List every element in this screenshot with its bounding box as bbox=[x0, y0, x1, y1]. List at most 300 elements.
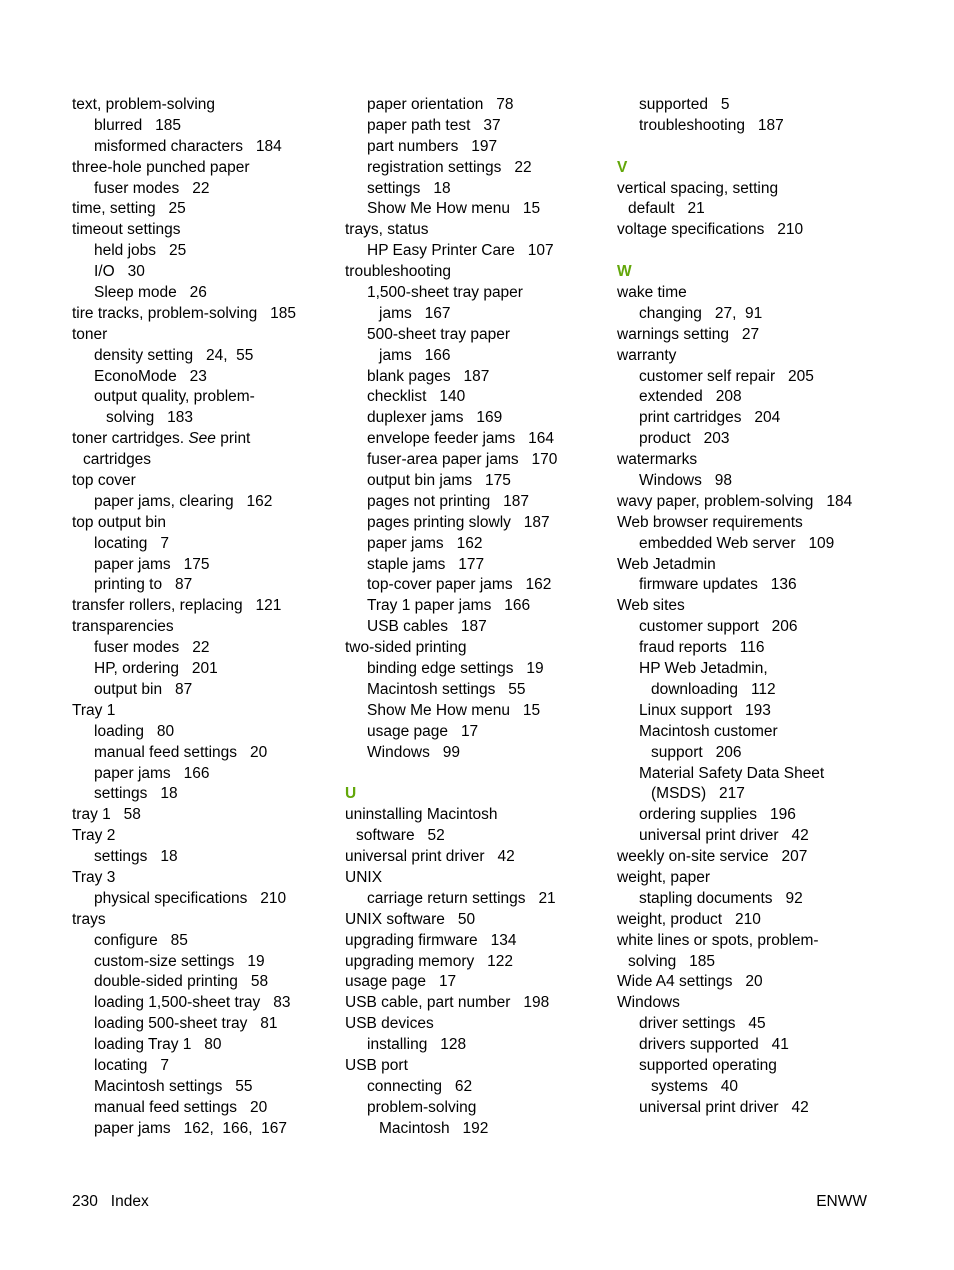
index-entry bbox=[72, 450, 332, 471]
index-entry-text: part numbers 197 bbox=[367, 137, 498, 155]
index-subentry bbox=[72, 993, 332, 1014]
index-entry-text: support 206 bbox=[651, 743, 742, 761]
index-entry-text: configure 85 bbox=[94, 931, 188, 949]
index-entry bbox=[617, 220, 887, 241]
index-subentry bbox=[617, 1056, 887, 1077]
index-entry bbox=[72, 158, 332, 179]
index-subentry bbox=[72, 1098, 332, 1119]
index-entry-text: Show Me How menu 15 bbox=[367, 701, 541, 719]
index-entry-text: locating 7 bbox=[94, 534, 169, 552]
index-entry bbox=[617, 910, 887, 931]
index-spacer bbox=[345, 764, 605, 785]
index-entry-text: upgrading memory 122 bbox=[345, 952, 514, 970]
index-subentry bbox=[345, 596, 605, 617]
footer-edition: ENWW bbox=[816, 1193, 867, 1210]
index-subentry bbox=[345, 367, 605, 388]
index-entry bbox=[72, 199, 332, 220]
index-subentry bbox=[72, 555, 332, 576]
index-entry-text: time, setting 25 bbox=[72, 200, 186, 218]
index-entry bbox=[345, 993, 605, 1014]
index-entry-text: solving 183 bbox=[106, 409, 194, 427]
index-entry-text: voltage specifications 210 bbox=[617, 221, 804, 239]
index-subentry bbox=[72, 1035, 332, 1056]
index-entry-text: trays, status bbox=[345, 221, 429, 239]
index-entry-text: wavy paper, problem-solving 184 bbox=[617, 492, 853, 510]
index-subentry bbox=[72, 1056, 332, 1077]
index-entry bbox=[617, 868, 887, 889]
index-subentry bbox=[345, 1098, 605, 1119]
index-subentry bbox=[617, 743, 887, 764]
index-entry-text: Tray 1 paper jams 166 bbox=[367, 597, 531, 615]
index-entry-text: fuser modes 22 bbox=[94, 179, 210, 197]
index-entry-text: top output bin bbox=[72, 513, 166, 531]
index-entry-text: product 203 bbox=[639, 430, 730, 448]
index-subentry bbox=[617, 429, 887, 450]
index-entry bbox=[345, 220, 605, 241]
index-entry-text: uninstalling Macintosh bbox=[345, 806, 498, 824]
index-entry-text: customer support 206 bbox=[639, 618, 798, 636]
index-subentry bbox=[345, 1119, 605, 1140]
index-entry-text: cartridges bbox=[83, 451, 152, 469]
index-subentry bbox=[617, 617, 887, 638]
index-subentry bbox=[72, 931, 332, 952]
index-entry-text: paper jams 166 bbox=[94, 764, 210, 782]
index-subentry bbox=[345, 387, 605, 408]
index-entry bbox=[345, 868, 605, 889]
index-subentry bbox=[72, 137, 332, 158]
index-subentry bbox=[72, 367, 332, 388]
index-entry-text: Sleep mode 26 bbox=[94, 284, 207, 302]
index-entry-text: downloading 112 bbox=[651, 680, 776, 698]
index-subentry bbox=[72, 346, 332, 367]
index-entry-text: density setting 24, 55 bbox=[94, 346, 254, 364]
index-subentry bbox=[345, 346, 605, 367]
index-entry-text: USB cables 187 bbox=[367, 618, 487, 636]
index-subentry bbox=[345, 116, 605, 137]
index-entry-text: universal print driver 42 bbox=[639, 827, 809, 845]
index-entry-text: custom-size settings 19 bbox=[94, 952, 265, 970]
index-subentry bbox=[345, 743, 605, 764]
index-entry-text: envelope feeder jams 164 bbox=[367, 430, 554, 448]
index-entry-text: troubleshooting bbox=[345, 263, 451, 281]
index-entry-text: locating 7 bbox=[94, 1056, 169, 1074]
index-subentry bbox=[617, 116, 887, 137]
index-entry-text: loading 500-sheet tray 81 bbox=[94, 1015, 278, 1033]
index-entry-text: top-cover paper jams 162 bbox=[367, 576, 552, 594]
index-entry bbox=[617, 325, 887, 346]
index-subentry bbox=[72, 492, 332, 513]
index-subentry bbox=[617, 764, 887, 785]
index-subentry bbox=[345, 137, 605, 158]
index-entry-text: universal print driver 42 bbox=[345, 848, 515, 866]
index-subentry bbox=[617, 805, 887, 826]
index-column-1 bbox=[72, 95, 332, 1140]
index-subentry bbox=[72, 534, 332, 555]
index-subentry bbox=[617, 1098, 887, 1119]
index-entry bbox=[72, 325, 332, 346]
index-entry-text: fuser-area paper jams 170 bbox=[367, 451, 558, 469]
index-entry-text: print bbox=[215, 430, 251, 448]
index-entry-text: extended 208 bbox=[639, 388, 742, 406]
index-see-reference: See bbox=[188, 430, 216, 448]
index-subentry bbox=[72, 283, 332, 304]
index-entry-text: HP Web Jetadmin, bbox=[639, 660, 768, 678]
index-entry-text: settings 18 bbox=[367, 179, 451, 197]
index-column-3 bbox=[617, 95, 887, 1119]
index-entry-text: 1,500-sheet tray paper bbox=[367, 284, 523, 302]
index-entry-text: binding edge settings 19 bbox=[367, 660, 544, 678]
index-entry-text: settings 18 bbox=[94, 848, 178, 866]
index-entry bbox=[72, 868, 332, 889]
index-entry-text: usage page 17 bbox=[345, 973, 457, 991]
index-subentry bbox=[617, 471, 887, 492]
index-subentry bbox=[345, 450, 605, 471]
index-entry-text: Macintosh settings 55 bbox=[94, 1077, 253, 1095]
index-spacer bbox=[617, 137, 887, 158]
index-subentry bbox=[345, 429, 605, 450]
index-entry-text: paper path test 37 bbox=[367, 116, 501, 134]
index-entry-text: driver settings 45 bbox=[639, 1015, 766, 1033]
index-subentry bbox=[345, 492, 605, 513]
index-entry-text: Windows bbox=[617, 994, 680, 1012]
index-entry bbox=[72, 429, 332, 450]
index-subentry bbox=[72, 638, 332, 659]
index-entry-text: W bbox=[617, 263, 632, 281]
index-subentry bbox=[72, 659, 332, 680]
index-entry-text: registration settings 22 bbox=[367, 158, 532, 176]
index-subentry bbox=[345, 722, 605, 743]
index-entry bbox=[617, 596, 887, 617]
index-entry-text: Tray 1 bbox=[72, 701, 116, 719]
index-subentry bbox=[72, 575, 332, 596]
index-entry-text: USB devices bbox=[345, 1015, 434, 1033]
index-subentry bbox=[72, 1014, 332, 1035]
index-entry-text: tire tracks, problem-solving 185 bbox=[72, 304, 296, 322]
index-entry bbox=[617, 555, 887, 576]
index-subentry bbox=[72, 408, 332, 429]
index-entry bbox=[72, 304, 332, 325]
index-entry bbox=[345, 1014, 605, 1035]
index-subentry bbox=[617, 387, 887, 408]
index-entry-text: Material Safety Data Sheet bbox=[639, 764, 825, 782]
index-subentry bbox=[72, 116, 332, 137]
index-entry bbox=[72, 596, 332, 617]
index-entry-text: toner cartridges. bbox=[72, 430, 189, 448]
index-entry bbox=[617, 993, 887, 1014]
index-entry-text: solving 185 bbox=[628, 952, 716, 970]
index-entry bbox=[617, 513, 887, 534]
index-entry-text: upgrading firmware 134 bbox=[345, 931, 517, 949]
index-entry-text: transfer rollers, replacing 121 bbox=[72, 597, 282, 615]
index-entry-text: wake time bbox=[617, 284, 687, 302]
index-entry bbox=[72, 805, 332, 826]
index-subentry bbox=[72, 387, 332, 408]
index-subentry bbox=[617, 1077, 887, 1098]
index-entry bbox=[72, 220, 332, 241]
index-entry-text: text, problem-solving bbox=[72, 96, 216, 113]
index-entry bbox=[345, 826, 605, 847]
index-entry-text: weight, paper bbox=[617, 868, 711, 886]
index-entry-text: supported 5 bbox=[639, 96, 730, 113]
index-entry bbox=[72, 701, 332, 722]
index-letter-heading bbox=[617, 262, 887, 283]
index-entry bbox=[617, 492, 887, 513]
index-entry-text: USB cable, part number 198 bbox=[345, 994, 550, 1012]
index-entry-text: stapling documents 92 bbox=[639, 889, 803, 907]
index-entry-text: Windows 99 bbox=[367, 743, 461, 761]
index-entry bbox=[617, 972, 887, 993]
index-entry bbox=[72, 513, 332, 534]
index-subentry bbox=[345, 283, 605, 304]
index-entry-text: vertical spacing, setting bbox=[617, 179, 779, 197]
index-entry-text: paper jams, clearing 162 bbox=[94, 492, 273, 510]
index-subentry bbox=[345, 513, 605, 534]
index-entry-text: warranty bbox=[617, 346, 677, 364]
index-entry bbox=[345, 847, 605, 868]
index-entry bbox=[72, 95, 332, 116]
index-entry-text: changing 27, 91 bbox=[639, 304, 763, 322]
index-entry bbox=[345, 1056, 605, 1077]
index-entry-text: Web sites bbox=[617, 597, 685, 615]
index-subentry bbox=[345, 304, 605, 325]
index-entry-text: output bin 87 bbox=[94, 680, 193, 698]
index-entry-text: trays bbox=[72, 910, 106, 928]
index-entry-text: Web Jetadmin bbox=[617, 555, 716, 573]
index-entry-text: troubleshooting 187 bbox=[639, 116, 784, 134]
index-entry-text: printing to 87 bbox=[94, 576, 193, 594]
index-entry-text: output quality, problem- bbox=[94, 388, 255, 406]
index-entry-text: connecting 62 bbox=[367, 1077, 473, 1095]
index-entry-text: paper jams 162 bbox=[367, 534, 483, 552]
index-entry-text: jams 166 bbox=[379, 346, 451, 364]
index-entry bbox=[617, 450, 887, 471]
index-subentry bbox=[72, 743, 332, 764]
index-entry-text: blank pages 187 bbox=[367, 367, 490, 385]
index-subentry bbox=[345, 179, 605, 200]
index-subentry bbox=[345, 1077, 605, 1098]
index-entry-text: I/O 30 bbox=[94, 263, 145, 281]
index-entry bbox=[345, 931, 605, 952]
index-entry-text: Windows 98 bbox=[639, 472, 733, 490]
index-subentry bbox=[345, 555, 605, 576]
index-subentry bbox=[345, 95, 605, 116]
index-subentry bbox=[72, 179, 332, 200]
index-entry-text: manual feed settings 20 bbox=[94, 1098, 268, 1116]
index-entry-text: universal print driver 42 bbox=[639, 1098, 809, 1116]
index-entry bbox=[345, 805, 605, 826]
index-entry-text: two-sided printing bbox=[345, 639, 467, 657]
index-entry-text: HP Easy Printer Care 107 bbox=[367, 242, 554, 260]
index-subentry bbox=[617, 95, 887, 116]
index-letter-heading bbox=[345, 784, 605, 805]
index-entry-text: paper jams 162, 166, 167 bbox=[94, 1119, 288, 1137]
index-entry bbox=[345, 262, 605, 283]
index-subentry bbox=[617, 1014, 887, 1035]
index-entry-text: loading Tray 1 80 bbox=[94, 1036, 222, 1054]
index-subentry bbox=[345, 199, 605, 220]
index-subentry bbox=[345, 659, 605, 680]
index-entry-text: supported operating bbox=[639, 1056, 777, 1074]
index-entry-text: output bin jams 175 bbox=[367, 472, 511, 490]
index-entry-text: watermarks bbox=[617, 451, 698, 469]
index-subentry bbox=[345, 471, 605, 492]
index-entry-text: staple jams 177 bbox=[367, 555, 485, 573]
index-entry-text: U bbox=[345, 785, 357, 803]
index-subentry bbox=[617, 367, 887, 388]
index-entry bbox=[617, 952, 887, 973]
index-entry-text: carriage return settings 21 bbox=[367, 889, 556, 907]
index-entry bbox=[617, 179, 887, 200]
index-entry-text: double-sided printing 58 bbox=[94, 973, 269, 991]
index-subentry bbox=[617, 408, 887, 429]
index-subentry bbox=[617, 575, 887, 596]
index-entry-text: fraud reports 116 bbox=[639, 639, 765, 657]
index-entry-text: HP, ordering 201 bbox=[94, 660, 218, 678]
index-entry bbox=[72, 471, 332, 492]
index-entry-text: print cartridges 204 bbox=[639, 409, 781, 427]
index-subentry bbox=[72, 680, 332, 701]
index-subentry bbox=[345, 241, 605, 262]
index-subentry bbox=[617, 304, 887, 325]
index-entry-text: paper orientation 78 bbox=[367, 96, 514, 113]
index-entry-text: drivers supported 41 bbox=[639, 1036, 789, 1054]
index-entry-text: Tray 2 bbox=[72, 827, 116, 845]
index-subentry bbox=[72, 241, 332, 262]
index-subentry bbox=[617, 784, 887, 805]
index-letter-heading bbox=[617, 158, 887, 179]
index-subentry bbox=[345, 325, 605, 346]
index-entry-text: Tray 3 bbox=[72, 868, 116, 886]
index-entry-text: pages not printing 187 bbox=[367, 492, 530, 510]
index-entry-text: loading 1,500-sheet tray 83 bbox=[94, 994, 291, 1012]
index-column-2 bbox=[345, 95, 605, 1140]
index-entry-text: usage page 17 bbox=[367, 722, 479, 740]
index-entry-text: UNIX software 50 bbox=[345, 910, 476, 928]
index-entry-text: tray 1 58 bbox=[72, 806, 141, 824]
index-subentry bbox=[72, 784, 332, 805]
index-entry bbox=[617, 346, 887, 367]
index-entry-text: Web browser requirements bbox=[617, 513, 803, 531]
index-entry bbox=[345, 972, 605, 993]
index-entry-text: Linux support 193 bbox=[639, 701, 771, 719]
footer-page-number: 230 Index bbox=[72, 1193, 149, 1210]
index-entry-text: Macintosh customer bbox=[639, 722, 778, 740]
index-entry bbox=[617, 931, 887, 952]
index-entry-text: checklist 140 bbox=[367, 388, 466, 406]
index-entry-text: customer self repair 205 bbox=[639, 367, 814, 385]
index-entry-text: ordering supplies 196 bbox=[639, 806, 796, 824]
index-entry-text: Wide A4 settings 20 bbox=[617, 973, 763, 991]
index-subentry bbox=[345, 680, 605, 701]
index-entry-text: blurred 185 bbox=[94, 116, 182, 134]
index-entry-text: pages printing slowly 187 bbox=[367, 513, 550, 531]
index-entry-text: systems 40 bbox=[651, 1077, 738, 1095]
index-subentry bbox=[345, 701, 605, 722]
index-subentry bbox=[72, 952, 332, 973]
index-entry bbox=[617, 847, 887, 868]
index-entry-text: default 21 bbox=[628, 200, 705, 218]
index-subentry bbox=[345, 617, 605, 638]
index-subentry bbox=[72, 764, 332, 785]
index-entry-text: weekly on-site service 207 bbox=[617, 848, 808, 866]
index-subentry bbox=[72, 262, 332, 283]
index-entry-text: timeout settings bbox=[72, 221, 181, 239]
index-entry-text: physical specifications 210 bbox=[94, 889, 287, 907]
index-subentry bbox=[617, 680, 887, 701]
index-entry-text: Macintosh settings 55 bbox=[367, 680, 526, 698]
index-entry-text: loading 80 bbox=[94, 722, 175, 740]
index-entry-text: manual feed settings 20 bbox=[94, 743, 268, 761]
index-entry-text: weight, product 210 bbox=[617, 910, 761, 928]
index-entry bbox=[345, 638, 605, 659]
index-subentry bbox=[345, 575, 605, 596]
index-subentry bbox=[345, 158, 605, 179]
index-subentry bbox=[72, 847, 332, 868]
index-entry-text: (MSDS) 217 bbox=[651, 785, 745, 803]
index-entry-text: paper jams 175 bbox=[94, 555, 210, 573]
index-subentry bbox=[72, 1119, 332, 1140]
index-subentry bbox=[72, 722, 332, 743]
index-entry-text: UNIX bbox=[345, 868, 383, 886]
index-entry bbox=[72, 617, 332, 638]
index-entry-text: USB port bbox=[345, 1056, 408, 1074]
index-subentry bbox=[72, 972, 332, 993]
index-entry bbox=[72, 826, 332, 847]
index-entry bbox=[617, 283, 887, 304]
index-entry-text: Show Me How menu 15 bbox=[367, 200, 541, 218]
index-entry-text: warnings setting 27 bbox=[617, 325, 760, 343]
index-subentry bbox=[617, 722, 887, 743]
index-entry-text: installing 128 bbox=[367, 1036, 467, 1054]
index-entry-text: embedded Web server 109 bbox=[639, 534, 835, 552]
index-subentry bbox=[617, 826, 887, 847]
index-subentry bbox=[617, 659, 887, 680]
index-subentry bbox=[617, 701, 887, 722]
index-subentry bbox=[617, 1035, 887, 1056]
index-subentry bbox=[345, 408, 605, 429]
index-entry-text: settings 18 bbox=[94, 785, 178, 803]
index-entry-text: Macintosh 192 bbox=[379, 1119, 489, 1137]
index-entry bbox=[72, 910, 332, 931]
index-subentry bbox=[345, 1035, 605, 1056]
index-entry-text: white lines or spots, problem- bbox=[617, 931, 819, 949]
index-subentry bbox=[72, 1077, 332, 1098]
index-subentry bbox=[617, 534, 887, 555]
index-subentry bbox=[345, 534, 605, 555]
index-subentry bbox=[345, 889, 605, 910]
index-subentry bbox=[72, 889, 332, 910]
index-entry bbox=[617, 199, 887, 220]
index-entry-text: EconoMode 23 bbox=[94, 367, 207, 385]
index-entry-text: firmware updates 136 bbox=[639, 576, 797, 594]
index-entry bbox=[345, 910, 605, 931]
index-entry-text: V bbox=[617, 158, 628, 176]
index-entry-text: top cover bbox=[72, 472, 136, 490]
index-entry-text: toner bbox=[72, 325, 108, 343]
index-entry-text: held jobs 25 bbox=[94, 242, 187, 260]
index-entry-text: transparencies bbox=[72, 618, 174, 636]
index-entry-text: problem-solving bbox=[367, 1098, 477, 1116]
index-entry-text: 500-sheet tray paper bbox=[367, 325, 511, 343]
index-entry-text: jams 167 bbox=[379, 304, 451, 322]
index-subentry bbox=[617, 638, 887, 659]
index-entry-text: duplexer jams 169 bbox=[367, 409, 503, 427]
index-entry-text: misformed characters 184 bbox=[94, 137, 282, 155]
index-entry-text: three-hole punched paper bbox=[72, 158, 250, 176]
index-spacer bbox=[617, 241, 887, 262]
index-entry-text: fuser modes 22 bbox=[94, 639, 210, 657]
index-entry bbox=[345, 952, 605, 973]
